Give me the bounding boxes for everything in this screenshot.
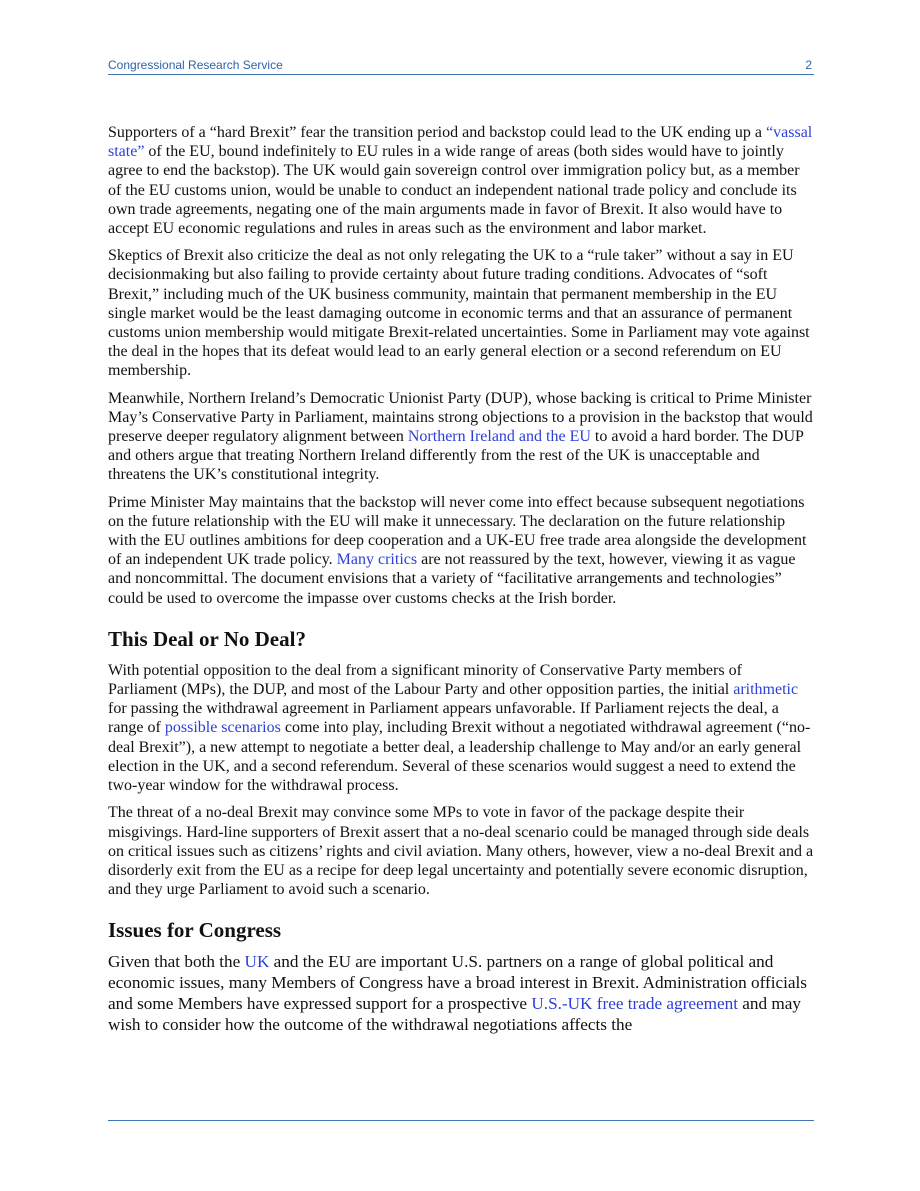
footer-rule	[108, 1120, 814, 1121]
paragraph-opposition: With potential opposition to the deal from a significant minority of Conservative Party members of Parliament (MPs), the DUP, and most of the Labour Party and other opposition parties, the initial arithmetic for passing the withdrawal agreement in Parliament appears unfavorable. If Parliament rejects the deal, a range of possible scenarios come into play, including Brexit without a negotiated withdrawal agreement (“no-deal Brexit”), a new attempt to negotiate a better deal, a leadership challenge to May and/or an early general election in the UK, and a second referendum. Several of these scenarios would suggest a need to extend the two-year window for the withdrawal process.	[108, 661, 811, 795]
paragraph-backstop: Prime Minister May maintains that the backstop will never come into effect because subsequent negotiations on the future relationship with the EU will make it unnecessary. The declaration on the future relationship with the EU outlines ambitions for deep cooperation and a UK-EU free trade area alongside the development of an independent UK trade policy. Many critics are not reassured by the text, however, viewing it as vague and noncommittal. The document envisions that a variety of “facilitative arrangements and technologies” could be used to overcome the impasse over customs checks at the Irish border.	[108, 493, 807, 607]
link-vassal-state[interactable]: “vassal state”	[108, 124, 813, 161]
page-number: 2	[805, 58, 812, 72]
heading-issues-for-congress: Issues for Congress	[108, 918, 282, 943]
document-body	[108, 123, 814, 1044]
link-possible-scenarios[interactable]: possible scenarios	[164, 719, 281, 737]
paragraph-us-partners: Given that both the UK and the EU are important U.S. partners on a range of global political and economic issues, many Members of Congress have a broad interest in Brexit. Administration officials and some Members have expressed support for a prospective U.S.-UK free trade agreement and may wish to consider how the outcome of the withdrawal negotiations affects the	[108, 952, 807, 1034]
paragraph-dup: Meanwhile, Northern Ireland’s Democratic Unionist Party (DUP), whose backing is critical to Prime Minister May’s Conservative Party in Parliament, maintains strong objections to a provision in the backstop that would preserve deeper regulatory alignment between Northern Ireland and the EU to avoid a hard border. The DUP and others argue that treating Northern Ireland differently from the rest of the UK is unacceptable and threatens the UK’s constitutional integrity.	[108, 389, 813, 484]
paragraph-no-deal-threat: The threat of a no-deal Brexit may convince some MPs to vote in favor of the package despite their misgivings. Hard-line supporters of Brexit assert that a no-deal scenario could be managed through side deals on critical issues such as citizens’ rights and civil aviation. Many others, however, view a no-deal Brexit and a disorderly exit from the EU as a recipe for deep legal uncertainty and potentially severe economic disruption, and they urge Parliament to avoid such a scenario.	[108, 804, 814, 899]
running-header	[108, 58, 814, 75]
link-uk[interactable]: UK	[244, 952, 270, 972]
paragraph-hard-brexit: Supporters of a “hard Brexit” fear the transition period and backstop could lead to the UK ending up a “vassal state” of the EU, bound indefinitely to EU rules in a wide range of areas (both sides would have to jointly agree to end the backstop). The UK would gain sovereign control over immigration policy but, as a member of the EU customs union, would be unable to conduct an independent national trade policy and conclude its own trade agreements, negating one of the main arguments made in favor of Brexit. It also would have to accept EU economic regulations and rules in areas such as the environment and labor market.	[108, 124, 813, 238]
link-arithmetic[interactable]: arithmetic	[733, 681, 799, 699]
paragraph-skeptics: Skeptics of Brexit also criticize the deal as not only relegating the UK to a “rule taker” without a say in EU decisionmaking but also failing to provide certainty about future trading conditions. Advocates of “soft Brexit,” including much of the UK business community, maintain that permanent membership in the EU single market would be the least damaging outcome in economic terms and that an assurance of permanent customs union membership would mitigate Brexit-related uncertainties. Some in Parliament may vote against the deal in the hopes that its defeat would lead to an early general election or a second referendum on EU membership.	[108, 247, 810, 380]
heading-deal-or-no-deal: This Deal or No Deal?	[108, 626, 306, 651]
link-many-critics[interactable]: Many critics	[336, 551, 418, 569]
link-us-uk-fta[interactable]: U.S.-UK free trade agreement	[531, 993, 738, 1013]
header-organization: Congressional Research Service	[108, 58, 283, 72]
link-northern-ireland-eu[interactable]: Northern Ireland and the EU	[407, 428, 591, 446]
